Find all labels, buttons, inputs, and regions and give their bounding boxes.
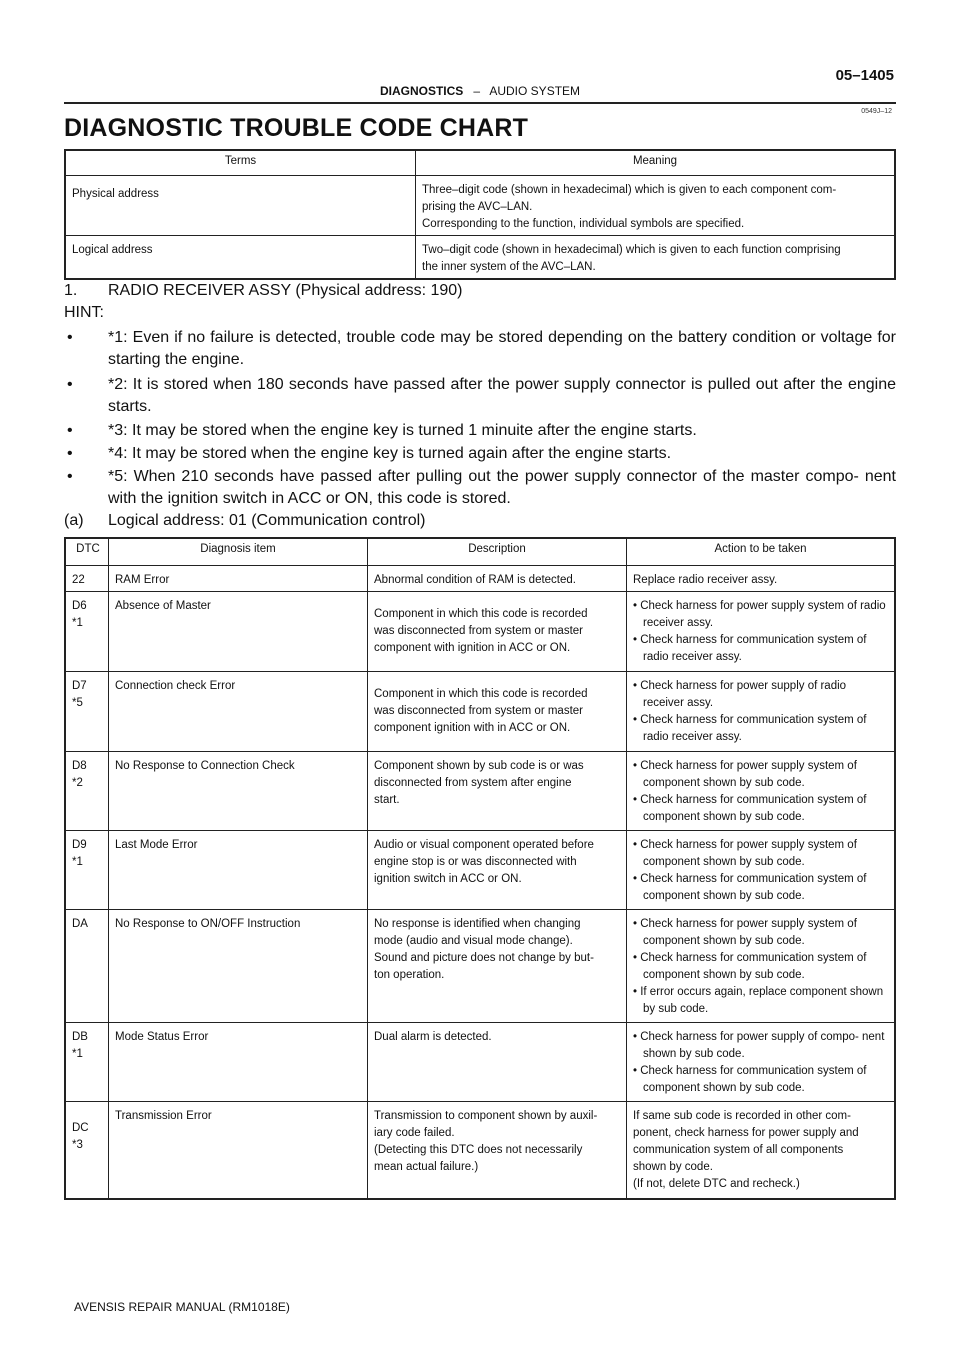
dtc-action: • Check harness for power supply system of component shown by sub code. • Check harness for communication system of component shown by sub code. • If error occurs again, replace component shown by sub code. [627, 910, 896, 1023]
table-row [65, 1102, 895, 1199]
table-row [65, 236, 895, 280]
hint-text: *1: Even if no failure is detected, trouble code may be stored depending on the battery condition or voltage for starting the engine. [108, 329, 897, 368]
dtc-action: • Check harness for power supply of radio receiver assy. • Check harness for communication system of radio receiver assy. [627, 672, 896, 752]
dtc-header-code: DTC [65, 538, 109, 566]
dtc-item: Last Mode Error [109, 831, 368, 910]
dtc-action: If same sub code is recorded in other com- ponent, check harness for power supply and communication system of all components shown by code. (If not, delete DTC and recheck.) [627, 1102, 896, 1199]
dtc-item: RAM Error [109, 566, 368, 592]
table-row [65, 176, 895, 236]
dtc-action: • Check harness for power supply of compo- nent shown by sub code. • Check harness for communication system of component shown by sub code. [627, 1023, 896, 1102]
hint-item [64, 466, 896, 510]
header-separator: – [473, 84, 480, 98]
bullet: • [67, 422, 73, 439]
hint-item [64, 327, 896, 371]
table-row [65, 831, 895, 910]
page-number: 05–1405 [835, 67, 894, 84]
subsection-heading [64, 512, 425, 530]
terms-header-terms: Terms [65, 150, 416, 176]
dtc-description: Transmission to component shown by auxil- iary code failed. (Detecting this DTC does not necessarily mean actual failure.) [368, 1102, 627, 1199]
table-row [65, 752, 895, 831]
hint-item [64, 374, 896, 418]
table-row [65, 592, 895, 672]
table-row [65, 672, 895, 752]
subsection-number: (a) [64, 512, 84, 529]
dtc-action: • Check harness for power supply system of component shown by sub code. • Check harness for communication system of component shown by sub code. [627, 752, 896, 831]
meaning-line: Two–digit code (shown in hexadecimal) which is given to each function comprising [422, 244, 841, 256]
term-cell: Physical address [65, 176, 416, 236]
dtc-description: Component in which this code is recorded was disconnected from system or master component ignition with in ACC or ON. [368, 672, 627, 752]
table-row [65, 1023, 895, 1102]
page-title: DIAGNOSTIC TROUBLE CODE CHART [64, 114, 529, 142]
dtc-description: No response is identified when changing mode (audio and visual mode change). Sound and picture does not change by but- ton operation. [368, 910, 627, 1023]
hint-item [64, 420, 896, 442]
dtc-header-item: Diagnosis item [109, 538, 368, 566]
header-subsection: AUDIO SYSTEM [489, 84, 581, 98]
dtc-item: No Response to ON/OFF Instruction [109, 910, 368, 1023]
hint-text: *4: It may be stored when the engine key is turned again after the engine starts. [108, 445, 672, 462]
dtc-description: Dual alarm is detected. [368, 1023, 627, 1102]
meaning-cell [416, 236, 896, 280]
meaning-line: Corresponding to the function, individual symbols are specified. [422, 218, 745, 230]
dtc-item: Connection check Error [109, 672, 368, 752]
dtc-code: 22 [65, 566, 109, 592]
section-title: RADIO RECEIVER ASSY (Physical address: 190) [108, 282, 463, 299]
dtc-item: Transmission Error [109, 1102, 368, 1199]
terms-header-meaning: Meaning [416, 150, 896, 176]
bullet: • [67, 445, 73, 462]
header-section [64, 84, 896, 98]
dtc-code: DB *1 [65, 1023, 109, 1102]
subsection-title: Logical address: 01 (Communication control) [108, 512, 426, 529]
page-header [64, 67, 896, 104]
dtc-action: • Check harness for power supply system of radio receiver assy. • Check harness for communication system of radio receiver assy. [627, 592, 896, 672]
dtc-code: DC *3 [65, 1102, 109, 1199]
section-number: 1. [64, 282, 78, 299]
dtc-header-row [65, 538, 895, 566]
dtc-description: Abnormal condition of RAM is detected. [368, 566, 627, 592]
meaning-line: Three–digit code (shown in hexadecimal) which is given to each component com- [422, 184, 837, 196]
dtc-item: Mode Status Error [109, 1023, 368, 1102]
dtc-description: Component shown by sub code is or was disconnected from system after engine start. [368, 752, 627, 831]
bullet: • [67, 376, 73, 393]
page-footer: AVENSIS REPAIR MANUAL (RM1018E) [74, 1300, 290, 1314]
dtc-description: Component in which this code is recorded was disconnected from system or master component with ignition in ACC or ON. [368, 592, 627, 672]
dtc-code: D8 *2 [65, 752, 109, 831]
table-row [65, 566, 895, 592]
dtc-description: Audio or visual component operated before engine stop is or was disconnected with ignition switch in ACC or ON. [368, 831, 627, 910]
dtc-code: D7 *5 [65, 672, 109, 752]
meaning-line: the inner system of the AVC–LAN. [422, 261, 596, 273]
bullet: • [67, 329, 73, 346]
bullet: • [67, 468, 73, 485]
dtc-code: DA [65, 910, 109, 1023]
hint-text: *2: It is stored when 180 seconds have passed after the power supply connector is pulled out after the engine starts. [108, 376, 897, 415]
term-cell: Logical address [65, 236, 416, 280]
dtc-code: D9 *1 [65, 831, 109, 910]
meaning-cell [416, 176, 896, 236]
hint-label: HINT: [64, 304, 104, 321]
dtc-table [64, 537, 896, 1200]
terms-table [64, 149, 896, 280]
image-code: 0549J–12 [861, 108, 892, 115]
hint-text: *5: When 210 seconds have passed after pulling out the power supply connector of the master compo- nent with the ignition switch in ACC or ON, this code is stored. [108, 468, 896, 507]
dtc-action: • Check harness for power supply system of component shown by sub code. • Check harness for communication system of component shown by sub code. [627, 831, 896, 910]
table-row [65, 910, 895, 1023]
dtc-item: Absence of Master [109, 592, 368, 672]
meaning-line: prising the AVC–LAN. [422, 201, 533, 213]
dtc-header-action: Action to be taken [627, 538, 896, 566]
hint-text: *3: It may be stored when the engine key is turned 1 minuite after the engine starts. [108, 422, 697, 439]
section-heading [64, 282, 463, 300]
dtc-code: D6 *1 [65, 592, 109, 672]
dtc-action: Replace radio receiver assy. [627, 566, 896, 592]
dtc-header-description: Description [368, 538, 627, 566]
terms-header-row [65, 150, 895, 176]
header-section-name: DIAGNOSTICS [379, 84, 464, 98]
hint-item [64, 443, 896, 465]
dtc-item: No Response to Connection Check [109, 752, 368, 831]
